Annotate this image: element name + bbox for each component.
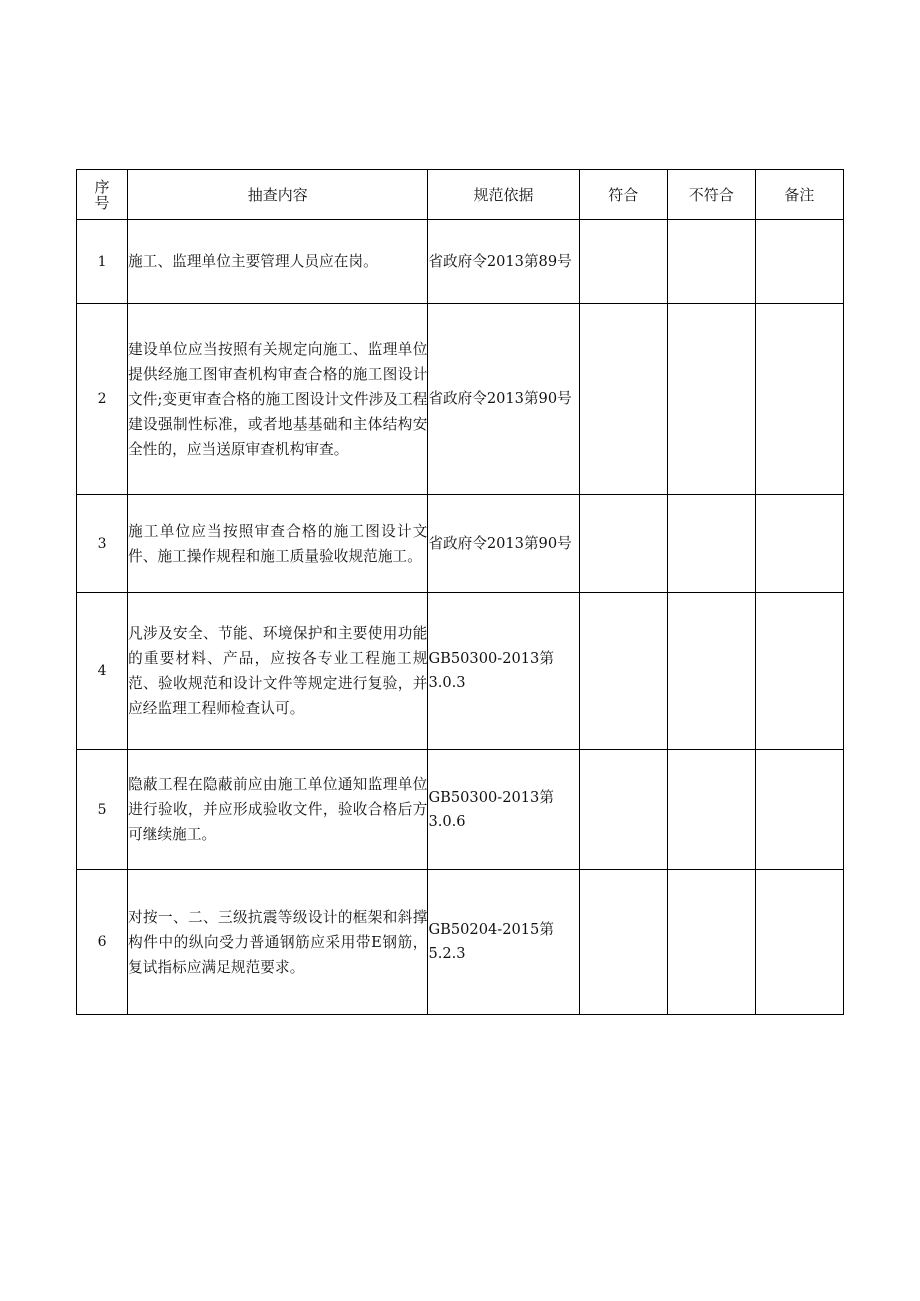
row-content: 凡涉及安全、节能、环境保护和主要使用功能的重要材料、产品，应按各专业工程施工规范、验收规范和设计文件等规定进行复验，并应经监理工程师检查认可。 bbox=[128, 593, 428, 750]
row-basis: GB50300-2013第3.0.6 bbox=[428, 750, 579, 870]
row-remark bbox=[755, 304, 843, 495]
row-seq: 6 bbox=[77, 870, 128, 1015]
table-row bbox=[77, 220, 844, 304]
row-nonconform bbox=[667, 750, 755, 870]
row-nonconform bbox=[667, 220, 755, 304]
row-nonconform bbox=[667, 304, 755, 495]
header-remark: 备注 bbox=[755, 170, 843, 220]
row-remark bbox=[755, 593, 843, 750]
row-nonconform bbox=[667, 495, 755, 593]
row-seq: 2 bbox=[77, 304, 128, 495]
row-remark bbox=[755, 750, 843, 870]
table-row bbox=[77, 495, 844, 593]
row-conform bbox=[579, 220, 667, 304]
table-row bbox=[77, 750, 844, 870]
row-conform bbox=[579, 750, 667, 870]
row-remark bbox=[755, 220, 843, 304]
header-basis: 规范依据 bbox=[428, 170, 579, 220]
row-content: 对按一、二、三级抗震等级设计的框架和斜撑构件中的纵向受力普通钢筋应采用带E钢筋，复试指标应满足规范要求。 bbox=[128, 870, 428, 1015]
row-content: 隐蔽工程在隐蔽前应由施工单位通知监理单位进行验收，并应形成验收文件，验收合格后方可继续施工。 bbox=[128, 750, 428, 870]
header-seq-line1: 序 bbox=[94, 177, 110, 196]
header-conform: 符合 bbox=[579, 170, 667, 220]
row-nonconform bbox=[667, 870, 755, 1015]
header-seq bbox=[77, 170, 128, 220]
header-seq-line2: 号 bbox=[94, 193, 110, 212]
row-seq: 5 bbox=[77, 750, 128, 870]
row-basis: 省政府令2013第89号 bbox=[428, 220, 579, 304]
table-row bbox=[77, 304, 844, 495]
row-seq: 3 bbox=[77, 495, 128, 593]
row-content: 建设单位应当按照有关规定向施工、监理单位提供经施工图审查机构审查合格的施工图设计文件;变更审查合格的施工图设计文件涉及工程建设强制性标准，或者地基基础和主体结构安全性的，应当送原审查机构审查。 bbox=[128, 304, 428, 495]
row-basis: GB50204-2015第5.2.3 bbox=[428, 870, 579, 1015]
table-row bbox=[77, 870, 844, 1015]
row-content: 施工单位应当按照审查合格的施工图设计文件、施工操作规程和施工质量验收规范施工。 bbox=[128, 495, 428, 593]
row-basis: GB50300-2013第3.0.3 bbox=[428, 593, 579, 750]
inspection-table bbox=[76, 169, 844, 1015]
row-conform bbox=[579, 593, 667, 750]
table-row bbox=[77, 593, 844, 750]
row-conform bbox=[579, 304, 667, 495]
row-remark bbox=[755, 870, 843, 1015]
row-seq: 1 bbox=[77, 220, 128, 304]
header-nonconform: 不符合 bbox=[667, 170, 755, 220]
header-row bbox=[77, 170, 844, 220]
row-basis: 省政府令2013第90号 bbox=[428, 304, 579, 495]
header-content: 抽查内容 bbox=[128, 170, 428, 220]
row-content: 施工、监理单位主要管理人员应在岗。 bbox=[128, 220, 428, 304]
row-remark bbox=[755, 495, 843, 593]
row-conform bbox=[579, 870, 667, 1015]
row-nonconform bbox=[667, 593, 755, 750]
row-seq: 4 bbox=[77, 593, 128, 750]
row-conform bbox=[579, 495, 667, 593]
row-basis: 省政府令2013第90号 bbox=[428, 495, 579, 593]
